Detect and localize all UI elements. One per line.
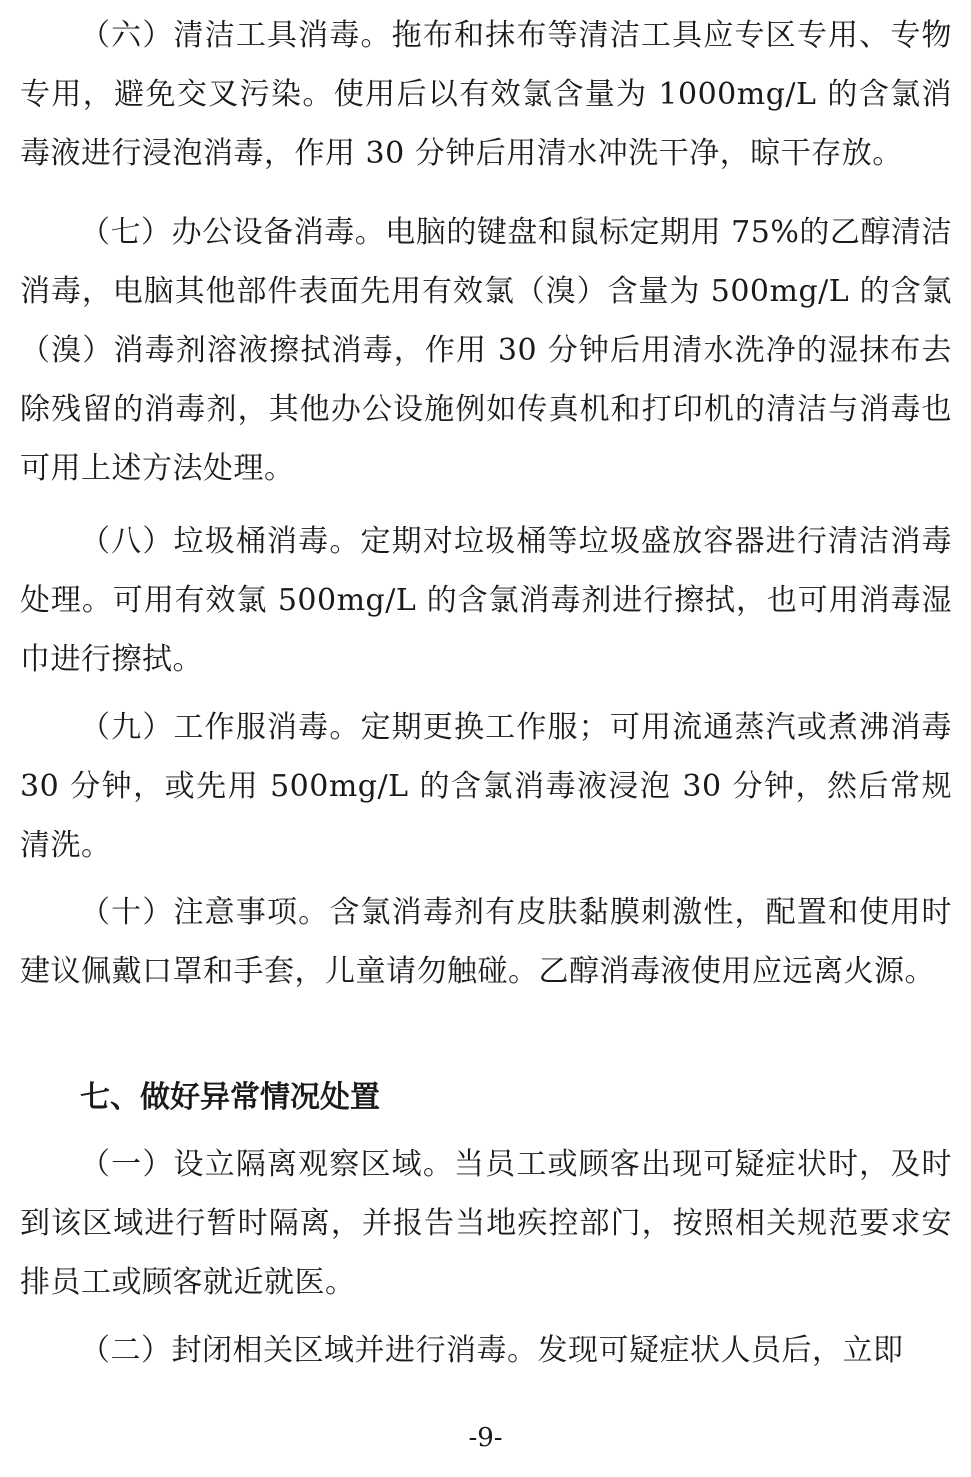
- paragraph-office-equipment: （七）办公设备消毒。电脑的键盘和鼠标定期用 75%的乙醇清洁消毒，电脑其他部件表面先用有效氯（溴）含量为 500mg/L 的含氯（溴）消毒剂溶液擦拭消毒，作用 30 分钟后用清水洗净的湿抹布去除残留的消毒剂，其他办公设施例如传真机和打印机的清洁与消毒也可用上述方法处理。: [20, 215, 952, 486]
- paragraph-trash-bins: （八）垃圾桶消毒。定期对垃圾桶等垃圾盛放容器进行清洁消毒处理。可用有效氯 500mg/L 的含氯消毒剂进行擦拭，也可用消毒湿巾进行擦拭。: [20, 524, 952, 677]
- paragraph-work-clothes: （九）工作服消毒。定期更换工作服；可用流通蒸汽或煮沸消毒 30 分钟，或先用 500mg/L 的含氯消毒液浸泡 30 分钟，然后常规清洗。: [20, 710, 952, 863]
- paragraph-seal-and-disinfect: （二）封闭相关区域并进行消毒。发现可疑症状人员后，立即: [80, 1333, 904, 1368]
- paragraph-cleaning-tools: （六）清洁工具消毒。拖布和抹布等清洁工具应专区专用、专物专用，避免交叉污染。使用后以有效氯含量为 1000mg/L 的含氯消毒液进行浸泡消毒，作用 30 分钟后用清水冲洗干净，晾干存放。: [20, 18, 952, 171]
- section-heading: 七、做好异常情况处置: [80, 1080, 380, 1115]
- page-number: -9-: [468, 1423, 503, 1453]
- paragraph-precautions: （十）注意事项。含氯消毒剂有皮肤黏膜刺激性，配置和使用时建议佩戴口罩和手套，儿童请勿触碰。乙醇消毒液使用应远离火源。: [20, 895, 952, 989]
- paragraph-isolation-area: （一）设立隔离观察区域。当员工或顾客出现可疑症状时，及时到该区域进行暂时隔离，并报告当地疾控部门，按照相关规范要求安排员工或顾客就近就医。: [20, 1147, 952, 1300]
